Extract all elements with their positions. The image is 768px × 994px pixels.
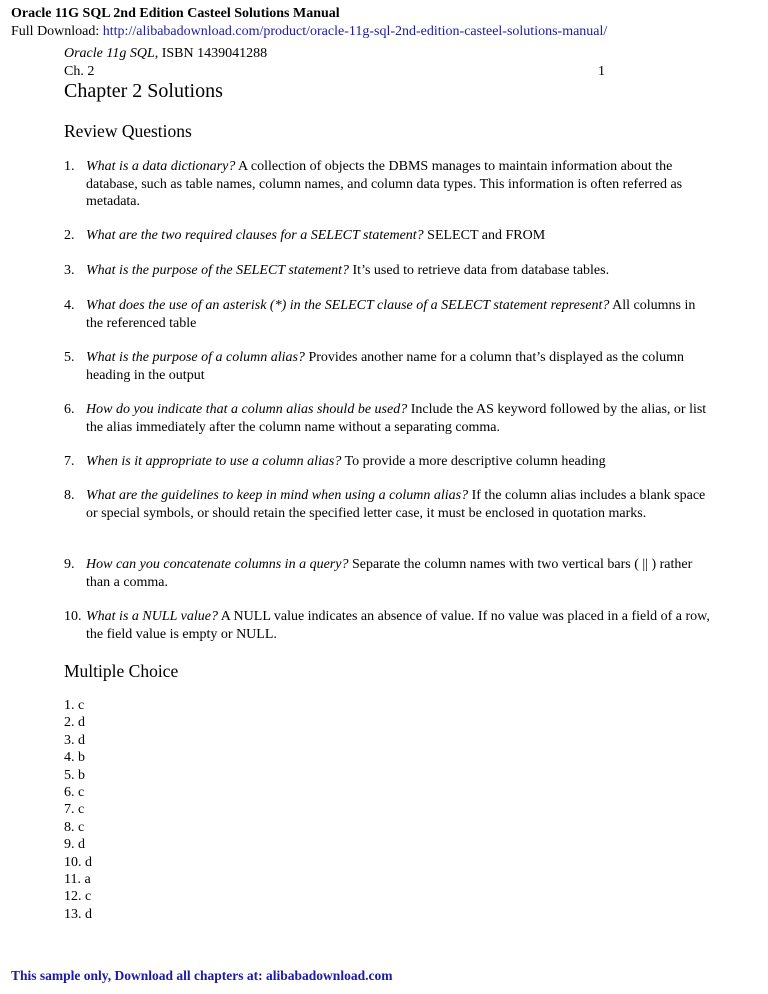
question-text: How can you concatenate columns in a query? [86, 557, 349, 572]
review-question [64, 349, 714, 384]
question-text: What does the use of an asterisk (*) in the SELECT clause of a SELECT statement represent? [86, 298, 610, 313]
review-questions-heading: Review Questions [64, 121, 192, 141]
question-number: 6. [64, 402, 75, 417]
review-question [64, 227, 714, 245]
question-text: When is it appropriate to use a column alias? [86, 454, 342, 469]
review-question [64, 453, 714, 471]
review-question [64, 262, 714, 280]
download-label: Full Download: [11, 24, 103, 39]
answer-text: It’s used to retrieve data from database tables. [349, 263, 610, 278]
question-text: What is the purpose of a column alias? [86, 350, 305, 365]
mc-answer: 8. c [64, 819, 85, 835]
question-number: 4. [64, 298, 75, 313]
review-question [64, 401, 714, 436]
question-number: 3. [64, 263, 75, 278]
question-number: 1. [64, 159, 75, 174]
footer-download-link[interactable]: This sample only, Download all chapters at: alibabadownload.com [11, 968, 393, 983]
review-question [64, 158, 714, 211]
mc-answer: 6. c [64, 785, 85, 801]
mc-answer: 13. d [64, 906, 92, 922]
question-text: How do you indicate that a column alias should be used? [86, 402, 408, 417]
question-number: 8. [64, 488, 75, 503]
answer-text: A collection of objects the DBMS manages to maintain information about the database, such as table names, column names, and column data types. This information is often referred as metadata. [86, 159, 683, 210]
chapter-title: Chapter 2 Solutions [64, 80, 223, 102]
mc-answer: 5. b [64, 767, 85, 783]
multiple-choice-heading: Multiple Choice [64, 661, 179, 681]
running-header-chapter: Ch. 2 [64, 64, 95, 79]
review-question [64, 487, 714, 522]
mc-answer: 2. d [64, 715, 85, 731]
question-number: 10. [64, 609, 82, 624]
mc-answer: 11. a [64, 872, 91, 888]
page-number: 1 [598, 64, 605, 79]
question-text: What is a NULL value? [86, 609, 218, 624]
answer-text: A NULL value indicates an absence of value. If no value was placed in a field of a row, the field value is empty or NULL. [86, 609, 710, 642]
mc-answer: 1. c [64, 698, 85, 713]
download-link[interactable]: http://alibabadownload.com/product/oracle-11g-sql-2nd-edition-casteel-solutions-manual/ [102, 24, 608, 39]
question-number: 2. [64, 228, 75, 243]
question-number: 5. [64, 350, 75, 365]
review-question [64, 608, 714, 643]
question-text: What are the guidelines to keep in mind when using a column alias? [86, 488, 469, 503]
mc-answer: 12. c [64, 889, 92, 905]
question-text: What are the two required clauses for a SELECT statement? [86, 228, 424, 243]
mc-answer: 4. b [64, 750, 85, 766]
answer-text: To provide a more descriptive column heading [341, 454, 606, 469]
isbn: , ISBN 1439041288 [154, 46, 268, 61]
question-number: 9. [64, 557, 75, 572]
answer-text: All columns in the referenced table [86, 298, 696, 331]
answer-text: Provides another name for a column that’s displayed as the column heading in the output [86, 350, 685, 383]
mc-answer: 3. d [64, 732, 85, 748]
question-number: 7. [64, 454, 75, 469]
mc-answer: 7. c [64, 802, 85, 818]
answer-text: If the column alias includes a blank space or special symbols, or should retain the specified letter case, it must be enclosed in quotation marks. [86, 488, 706, 521]
question-text: What is a data dictionary? [86, 159, 236, 174]
book-title: Oracle 11g SQL [64, 46, 155, 61]
running-header-book [64, 46, 267, 62]
review-question [64, 556, 714, 591]
mc-answer: 9. d [64, 837, 85, 853]
answer-text: Separate the column names with two vertical bars ( || ) rather than a comma. [86, 557, 693, 590]
answer-text: SELECT and FROM [423, 228, 546, 243]
multiple-choice-answers [64, 697, 92, 923]
mc-answer: 10. d [64, 854, 92, 870]
question-text: What is the purpose of the SELECT statement? [86, 263, 350, 278]
answer-text: Include the AS keyword followed by the alias, or list the alias immediately after the column name without a separating comma. [86, 402, 707, 435]
review-question [64, 297, 714, 332]
banner-download-line [11, 24, 607, 40]
banner-title: Oracle 11G SQL 2nd Edition Casteel Solutions Manual [11, 6, 340, 21]
